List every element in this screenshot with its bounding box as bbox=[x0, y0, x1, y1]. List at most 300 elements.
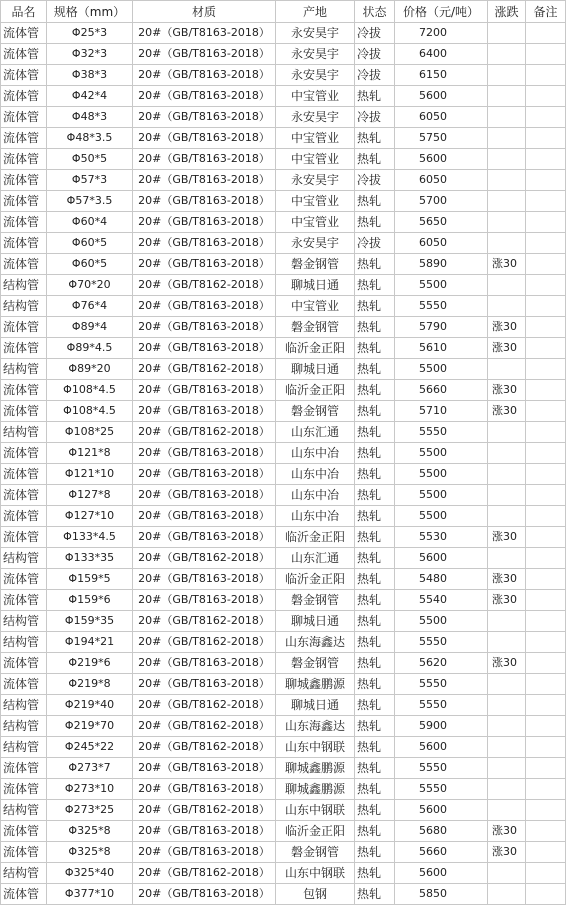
cell-origin: 山东汇通 bbox=[276, 422, 355, 443]
cell-origin: 山东海鑫达 bbox=[276, 716, 355, 737]
cell-origin: 聊城日通 bbox=[276, 275, 355, 296]
cell-state: 热轧 bbox=[355, 317, 395, 338]
cell-spec: Φ133*35 bbox=[47, 548, 133, 569]
cell-change: 涨30 bbox=[488, 821, 526, 842]
table-row bbox=[1, 485, 566, 506]
col-header-spec: 规格（mm） bbox=[47, 1, 133, 23]
cell-remark bbox=[526, 758, 566, 779]
cell-state: 热轧 bbox=[355, 128, 395, 149]
cell-price: 5680 bbox=[395, 821, 488, 842]
table-row bbox=[1, 254, 566, 275]
table-row bbox=[1, 506, 566, 527]
cell-spec: Φ325*8 bbox=[47, 842, 133, 863]
cell-material: 20#（GB/T8163-2018） bbox=[133, 107, 276, 128]
table-row bbox=[1, 23, 566, 44]
cell-origin: 聊城日通 bbox=[276, 695, 355, 716]
cell-product-name: 流体管 bbox=[1, 842, 47, 863]
table-row bbox=[1, 128, 566, 149]
cell-spec: Φ245*22 bbox=[47, 737, 133, 758]
cell-spec: Φ159*5 bbox=[47, 569, 133, 590]
cell-product-name: 流体管 bbox=[1, 23, 47, 44]
cell-remark bbox=[526, 548, 566, 569]
cell-product-name: 流体管 bbox=[1, 191, 47, 212]
cell-material: 20#（GB/T8163-2018） bbox=[133, 254, 276, 275]
cell-price: 5550 bbox=[395, 674, 488, 695]
cell-origin: 临沂金正阳 bbox=[276, 569, 355, 590]
cell-price: 6050 bbox=[395, 233, 488, 254]
cell-change bbox=[488, 695, 526, 716]
cell-change bbox=[488, 191, 526, 212]
cell-spec: Φ108*4.5 bbox=[47, 401, 133, 422]
cell-material: 20#（GB/T8163-2018） bbox=[133, 128, 276, 149]
cell-spec: Φ121*10 bbox=[47, 464, 133, 485]
cell-spec: Φ194*21 bbox=[47, 632, 133, 653]
cell-state: 热轧 bbox=[355, 611, 395, 632]
cell-product-name: 流体管 bbox=[1, 380, 47, 401]
cell-state: 热轧 bbox=[355, 275, 395, 296]
cell-remark bbox=[526, 317, 566, 338]
cell-remark bbox=[526, 359, 566, 380]
cell-origin: 永安昊宇 bbox=[276, 44, 355, 65]
cell-remark bbox=[526, 863, 566, 884]
table-row bbox=[1, 884, 566, 905]
table-row bbox=[1, 863, 566, 884]
cell-material: 20#（GB/T8163-2018） bbox=[133, 527, 276, 548]
table-row bbox=[1, 443, 566, 464]
cell-origin: 临沂金正阳 bbox=[276, 338, 355, 359]
cell-origin: 山东中冶 bbox=[276, 485, 355, 506]
cell-origin: 永安昊宇 bbox=[276, 107, 355, 128]
cell-remark bbox=[526, 275, 566, 296]
table-row bbox=[1, 44, 566, 65]
cell-remark bbox=[526, 23, 566, 44]
cell-origin: 山东中钢联 bbox=[276, 737, 355, 758]
cell-spec: Φ89*4 bbox=[47, 317, 133, 338]
table-row bbox=[1, 695, 566, 716]
cell-state: 热轧 bbox=[355, 569, 395, 590]
cell-origin: 山东海鑫达 bbox=[276, 632, 355, 653]
cell-state: 热轧 bbox=[355, 863, 395, 884]
cell-origin: 中宝管业 bbox=[276, 86, 355, 107]
cell-origin: 山东中钢联 bbox=[276, 800, 355, 821]
table-row bbox=[1, 737, 566, 758]
cell-remark bbox=[526, 254, 566, 275]
cell-price: 5500 bbox=[395, 359, 488, 380]
cell-spec: Φ159*6 bbox=[47, 590, 133, 611]
table-row bbox=[1, 359, 566, 380]
cell-product-name: 流体管 bbox=[1, 212, 47, 233]
cell-change: 涨30 bbox=[488, 590, 526, 611]
table-row bbox=[1, 275, 566, 296]
cell-product-name: 结构管 bbox=[1, 716, 47, 737]
cell-spec: Φ127*8 bbox=[47, 485, 133, 506]
table-row bbox=[1, 674, 566, 695]
cell-spec: Φ121*8 bbox=[47, 443, 133, 464]
cell-origin: 山东中冶 bbox=[276, 464, 355, 485]
cell-material: 20#（GB/T8163-2018） bbox=[133, 443, 276, 464]
cell-state: 热轧 bbox=[355, 422, 395, 443]
cell-state: 热轧 bbox=[355, 821, 395, 842]
cell-state: 热轧 bbox=[355, 779, 395, 800]
cell-price: 5530 bbox=[395, 527, 488, 548]
cell-material: 20#（GB/T8163-2018） bbox=[133, 779, 276, 800]
cell-state: 热轧 bbox=[355, 506, 395, 527]
cell-state: 热轧 bbox=[355, 254, 395, 275]
cell-material: 20#（GB/T8163-2018） bbox=[133, 758, 276, 779]
cell-state: 热轧 bbox=[355, 548, 395, 569]
cell-change: 涨30 bbox=[488, 569, 526, 590]
cell-spec: Φ89*20 bbox=[47, 359, 133, 380]
cell-change bbox=[488, 275, 526, 296]
cell-material: 20#（GB/T8163-2018） bbox=[133, 590, 276, 611]
cell-product-name: 流体管 bbox=[1, 443, 47, 464]
cell-origin: 山东中冶 bbox=[276, 506, 355, 527]
cell-origin: 聊城日通 bbox=[276, 611, 355, 632]
table-row bbox=[1, 716, 566, 737]
cell-material: 20#（GB/T8162-2018） bbox=[133, 422, 276, 443]
table-row bbox=[1, 86, 566, 107]
cell-origin: 磐金钢管 bbox=[276, 653, 355, 674]
cell-spec: Φ38*3 bbox=[47, 65, 133, 86]
cell-spec: Φ159*35 bbox=[47, 611, 133, 632]
cell-spec: Φ60*4 bbox=[47, 212, 133, 233]
cell-remark bbox=[526, 296, 566, 317]
cell-material: 20#（GB/T8162-2018） bbox=[133, 716, 276, 737]
cell-product-name: 流体管 bbox=[1, 401, 47, 422]
cell-material: 20#（GB/T8163-2018） bbox=[133, 401, 276, 422]
cell-state: 冷拔 bbox=[355, 170, 395, 191]
cell-remark bbox=[526, 44, 566, 65]
cell-origin: 聊城日通 bbox=[276, 359, 355, 380]
cell-spec: Φ219*40 bbox=[47, 695, 133, 716]
cell-price: 5550 bbox=[395, 695, 488, 716]
cell-state: 热轧 bbox=[355, 443, 395, 464]
cell-material: 20#（GB/T8163-2018） bbox=[133, 338, 276, 359]
cell-spec: Φ50*5 bbox=[47, 149, 133, 170]
cell-material: 20#（GB/T8163-2018） bbox=[133, 296, 276, 317]
cell-material: 20#（GB/T8163-2018） bbox=[133, 212, 276, 233]
table-row bbox=[1, 212, 566, 233]
cell-material: 20#（GB/T8163-2018） bbox=[133, 86, 276, 107]
cell-material: 20#（GB/T8163-2018） bbox=[133, 674, 276, 695]
cell-price: 5500 bbox=[395, 464, 488, 485]
cell-price: 5550 bbox=[395, 758, 488, 779]
cell-spec: Φ108*25 bbox=[47, 422, 133, 443]
cell-material: 20#（GB/T8163-2018） bbox=[133, 821, 276, 842]
cell-material: 20#（GB/T8163-2018） bbox=[133, 317, 276, 338]
col-header-remark: 备注 bbox=[526, 1, 566, 23]
cell-material: 20#（GB/T8162-2018） bbox=[133, 611, 276, 632]
cell-change: 涨30 bbox=[488, 317, 526, 338]
cell-product-name: 流体管 bbox=[1, 338, 47, 359]
cell-remark bbox=[526, 821, 566, 842]
cell-state: 热轧 bbox=[355, 338, 395, 359]
cell-origin: 永安昊宇 bbox=[276, 23, 355, 44]
cell-price: 5600 bbox=[395, 800, 488, 821]
cell-product-name: 流体管 bbox=[1, 884, 47, 905]
cell-product-name: 流体管 bbox=[1, 674, 47, 695]
cell-product-name: 流体管 bbox=[1, 149, 47, 170]
cell-spec: Φ70*20 bbox=[47, 275, 133, 296]
cell-remark bbox=[526, 800, 566, 821]
cell-spec: Φ57*3.5 bbox=[47, 191, 133, 212]
cell-remark bbox=[526, 86, 566, 107]
cell-product-name: 流体管 bbox=[1, 233, 47, 254]
cell-product-name: 流体管 bbox=[1, 317, 47, 338]
cell-spec: Φ133*4.5 bbox=[47, 527, 133, 548]
cell-state: 热轧 bbox=[355, 86, 395, 107]
cell-remark bbox=[526, 401, 566, 422]
cell-spec: Φ60*5 bbox=[47, 233, 133, 254]
table-row bbox=[1, 842, 566, 863]
cell-product-name: 流体管 bbox=[1, 86, 47, 107]
cell-material: 20#（GB/T8163-2018） bbox=[133, 380, 276, 401]
cell-spec: Φ219*6 bbox=[47, 653, 133, 674]
table-row bbox=[1, 800, 566, 821]
cell-product-name: 流体管 bbox=[1, 44, 47, 65]
cell-material: 20#（GB/T8163-2018） bbox=[133, 569, 276, 590]
cell-price: 5790 bbox=[395, 317, 488, 338]
cell-product-name: 流体管 bbox=[1, 758, 47, 779]
cell-origin: 聊城鑫鹏源 bbox=[276, 758, 355, 779]
table-body bbox=[1, 23, 566, 905]
cell-state: 热轧 bbox=[355, 380, 395, 401]
cell-price: 6400 bbox=[395, 44, 488, 65]
cell-change bbox=[488, 674, 526, 695]
table-row bbox=[1, 422, 566, 443]
cell-product-name: 流体管 bbox=[1, 254, 47, 275]
cell-change: 涨30 bbox=[488, 254, 526, 275]
cell-state: 热轧 bbox=[355, 149, 395, 170]
cell-state: 热轧 bbox=[355, 296, 395, 317]
cell-change: 涨30 bbox=[488, 401, 526, 422]
cell-price: 5540 bbox=[395, 590, 488, 611]
cell-price: 5600 bbox=[395, 863, 488, 884]
cell-remark bbox=[526, 632, 566, 653]
table-row bbox=[1, 548, 566, 569]
cell-spec: Φ48*3 bbox=[47, 107, 133, 128]
cell-material: 20#（GB/T8163-2018） bbox=[133, 233, 276, 254]
cell-material: 20#（GB/T8162-2018） bbox=[133, 275, 276, 296]
cell-origin: 中宝管业 bbox=[276, 212, 355, 233]
cell-state: 热轧 bbox=[355, 401, 395, 422]
cell-spec: Φ273*7 bbox=[47, 758, 133, 779]
cell-state: 热轧 bbox=[355, 800, 395, 821]
cell-spec: Φ273*10 bbox=[47, 779, 133, 800]
cell-state: 热轧 bbox=[355, 359, 395, 380]
cell-state: 热轧 bbox=[355, 485, 395, 506]
cell-price: 5500 bbox=[395, 611, 488, 632]
cell-change bbox=[488, 800, 526, 821]
cell-product-name: 流体管 bbox=[1, 464, 47, 485]
cell-material: 20#（GB/T8162-2018） bbox=[133, 800, 276, 821]
cell-origin: 磐金钢管 bbox=[276, 317, 355, 338]
cell-spec: Φ108*4.5 bbox=[47, 380, 133, 401]
cell-spec: Φ48*3.5 bbox=[47, 128, 133, 149]
cell-change: 涨30 bbox=[488, 653, 526, 674]
cell-change bbox=[488, 548, 526, 569]
cell-state: 热轧 bbox=[355, 590, 395, 611]
cell-state: 热轧 bbox=[355, 695, 395, 716]
cell-remark bbox=[526, 527, 566, 548]
cell-material: 20#（GB/T8163-2018） bbox=[133, 464, 276, 485]
cell-remark bbox=[526, 464, 566, 485]
cell-material: 20#（GB/T8163-2018） bbox=[133, 842, 276, 863]
cell-product-name: 结构管 bbox=[1, 611, 47, 632]
cell-change bbox=[488, 359, 526, 380]
table-row bbox=[1, 233, 566, 254]
cell-price: 5890 bbox=[395, 254, 488, 275]
cell-spec: Φ42*4 bbox=[47, 86, 133, 107]
cell-spec: Φ325*40 bbox=[47, 863, 133, 884]
cell-remark bbox=[526, 485, 566, 506]
cell-origin: 聊城鑫鹏源 bbox=[276, 674, 355, 695]
cell-material: 20#（GB/T8163-2018） bbox=[133, 506, 276, 527]
cell-product-name: 结构管 bbox=[1, 695, 47, 716]
cell-material: 20#（GB/T8163-2018） bbox=[133, 23, 276, 44]
cell-remark bbox=[526, 590, 566, 611]
cell-material: 20#（GB/T8162-2018） bbox=[133, 359, 276, 380]
table-row bbox=[1, 821, 566, 842]
table-row bbox=[1, 569, 566, 590]
cell-spec: Φ60*5 bbox=[47, 254, 133, 275]
cell-state: 冷拔 bbox=[355, 107, 395, 128]
table-row bbox=[1, 149, 566, 170]
cell-change bbox=[488, 128, 526, 149]
cell-state: 冷拔 bbox=[355, 65, 395, 86]
cell-change bbox=[488, 443, 526, 464]
cell-material: 20#（GB/T8163-2018） bbox=[133, 884, 276, 905]
cell-spec: Φ219*70 bbox=[47, 716, 133, 737]
table-row bbox=[1, 65, 566, 86]
cell-price: 5600 bbox=[395, 86, 488, 107]
cell-change bbox=[488, 863, 526, 884]
cell-spec: Φ273*25 bbox=[47, 800, 133, 821]
cell-remark bbox=[526, 569, 566, 590]
cell-product-name: 流体管 bbox=[1, 485, 47, 506]
cell-price: 5500 bbox=[395, 506, 488, 527]
cell-spec: Φ76*4 bbox=[47, 296, 133, 317]
cell-price: 5600 bbox=[395, 737, 488, 758]
cell-price: 5500 bbox=[395, 443, 488, 464]
cell-origin: 包钢 bbox=[276, 884, 355, 905]
cell-change bbox=[488, 86, 526, 107]
cell-price: 6150 bbox=[395, 65, 488, 86]
cell-origin: 磐金钢管 bbox=[276, 590, 355, 611]
cell-product-name: 结构管 bbox=[1, 296, 47, 317]
cell-material: 20#（GB/T8163-2018） bbox=[133, 149, 276, 170]
cell-product-name: 结构管 bbox=[1, 863, 47, 884]
cell-state: 热轧 bbox=[355, 527, 395, 548]
cell-product-name: 流体管 bbox=[1, 821, 47, 842]
cell-origin: 临沂金正阳 bbox=[276, 527, 355, 548]
cell-origin: 磐金钢管 bbox=[276, 401, 355, 422]
cell-product-name: 流体管 bbox=[1, 569, 47, 590]
cell-product-name: 流体管 bbox=[1, 65, 47, 86]
cell-price: 7200 bbox=[395, 23, 488, 44]
cell-state: 热轧 bbox=[355, 653, 395, 674]
cell-spec: Φ32*3 bbox=[47, 44, 133, 65]
cell-remark bbox=[526, 506, 566, 527]
cell-change bbox=[488, 65, 526, 86]
cell-material: 20#（GB/T8163-2018） bbox=[133, 170, 276, 191]
cell-remark bbox=[526, 674, 566, 695]
cell-remark bbox=[526, 695, 566, 716]
cell-product-name: 结构管 bbox=[1, 275, 47, 296]
cell-remark bbox=[526, 653, 566, 674]
cell-product-name: 结构管 bbox=[1, 359, 47, 380]
cell-change bbox=[488, 44, 526, 65]
cell-spec: Φ25*3 bbox=[47, 23, 133, 44]
table-row bbox=[1, 296, 566, 317]
cell-remark bbox=[526, 212, 566, 233]
cell-origin: 永安昊宇 bbox=[276, 170, 355, 191]
col-header-name: 品名 bbox=[1, 1, 47, 23]
cell-product-name: 流体管 bbox=[1, 653, 47, 674]
cell-change bbox=[488, 233, 526, 254]
table-row bbox=[1, 338, 566, 359]
cell-price: 5600 bbox=[395, 548, 488, 569]
cell-change bbox=[488, 758, 526, 779]
cell-remark bbox=[526, 128, 566, 149]
cell-remark bbox=[526, 842, 566, 863]
table-row bbox=[1, 758, 566, 779]
cell-product-name: 结构管 bbox=[1, 800, 47, 821]
cell-change bbox=[488, 212, 526, 233]
cell-origin: 山东中钢联 bbox=[276, 863, 355, 884]
cell-price: 6050 bbox=[395, 107, 488, 128]
cell-price: 5660 bbox=[395, 380, 488, 401]
cell-price: 5650 bbox=[395, 212, 488, 233]
cell-material: 20#（GB/T8163-2018） bbox=[133, 44, 276, 65]
cell-origin: 磐金钢管 bbox=[276, 254, 355, 275]
cell-remark bbox=[526, 149, 566, 170]
table-row bbox=[1, 170, 566, 191]
cell-product-name: 结构管 bbox=[1, 422, 47, 443]
cell-remark bbox=[526, 737, 566, 758]
cell-state: 热轧 bbox=[355, 191, 395, 212]
cell-spec: Φ127*10 bbox=[47, 506, 133, 527]
cell-change bbox=[488, 149, 526, 170]
cell-change bbox=[488, 23, 526, 44]
cell-price: 5600 bbox=[395, 149, 488, 170]
table-row bbox=[1, 380, 566, 401]
cell-change bbox=[488, 884, 526, 905]
cell-origin: 中宝管业 bbox=[276, 149, 355, 170]
cell-change bbox=[488, 506, 526, 527]
cell-change: 涨30 bbox=[488, 338, 526, 359]
cell-product-name: 流体管 bbox=[1, 590, 47, 611]
cell-remark bbox=[526, 422, 566, 443]
cell-change: 涨30 bbox=[488, 380, 526, 401]
cell-remark bbox=[526, 716, 566, 737]
cell-change bbox=[488, 779, 526, 800]
cell-state: 热轧 bbox=[355, 737, 395, 758]
cell-change bbox=[488, 107, 526, 128]
cell-product-name: 流体管 bbox=[1, 527, 47, 548]
cell-spec: Φ89*4.5 bbox=[47, 338, 133, 359]
cell-product-name: 结构管 bbox=[1, 632, 47, 653]
col-header-change: 涨跌 bbox=[488, 1, 526, 23]
table-row bbox=[1, 464, 566, 485]
cell-material: 20#（GB/T8163-2018） bbox=[133, 191, 276, 212]
cell-remark bbox=[526, 884, 566, 905]
cell-price: 5850 bbox=[395, 884, 488, 905]
cell-remark bbox=[526, 191, 566, 212]
cell-remark bbox=[526, 107, 566, 128]
cell-origin: 永安昊宇 bbox=[276, 233, 355, 254]
cell-change bbox=[488, 422, 526, 443]
